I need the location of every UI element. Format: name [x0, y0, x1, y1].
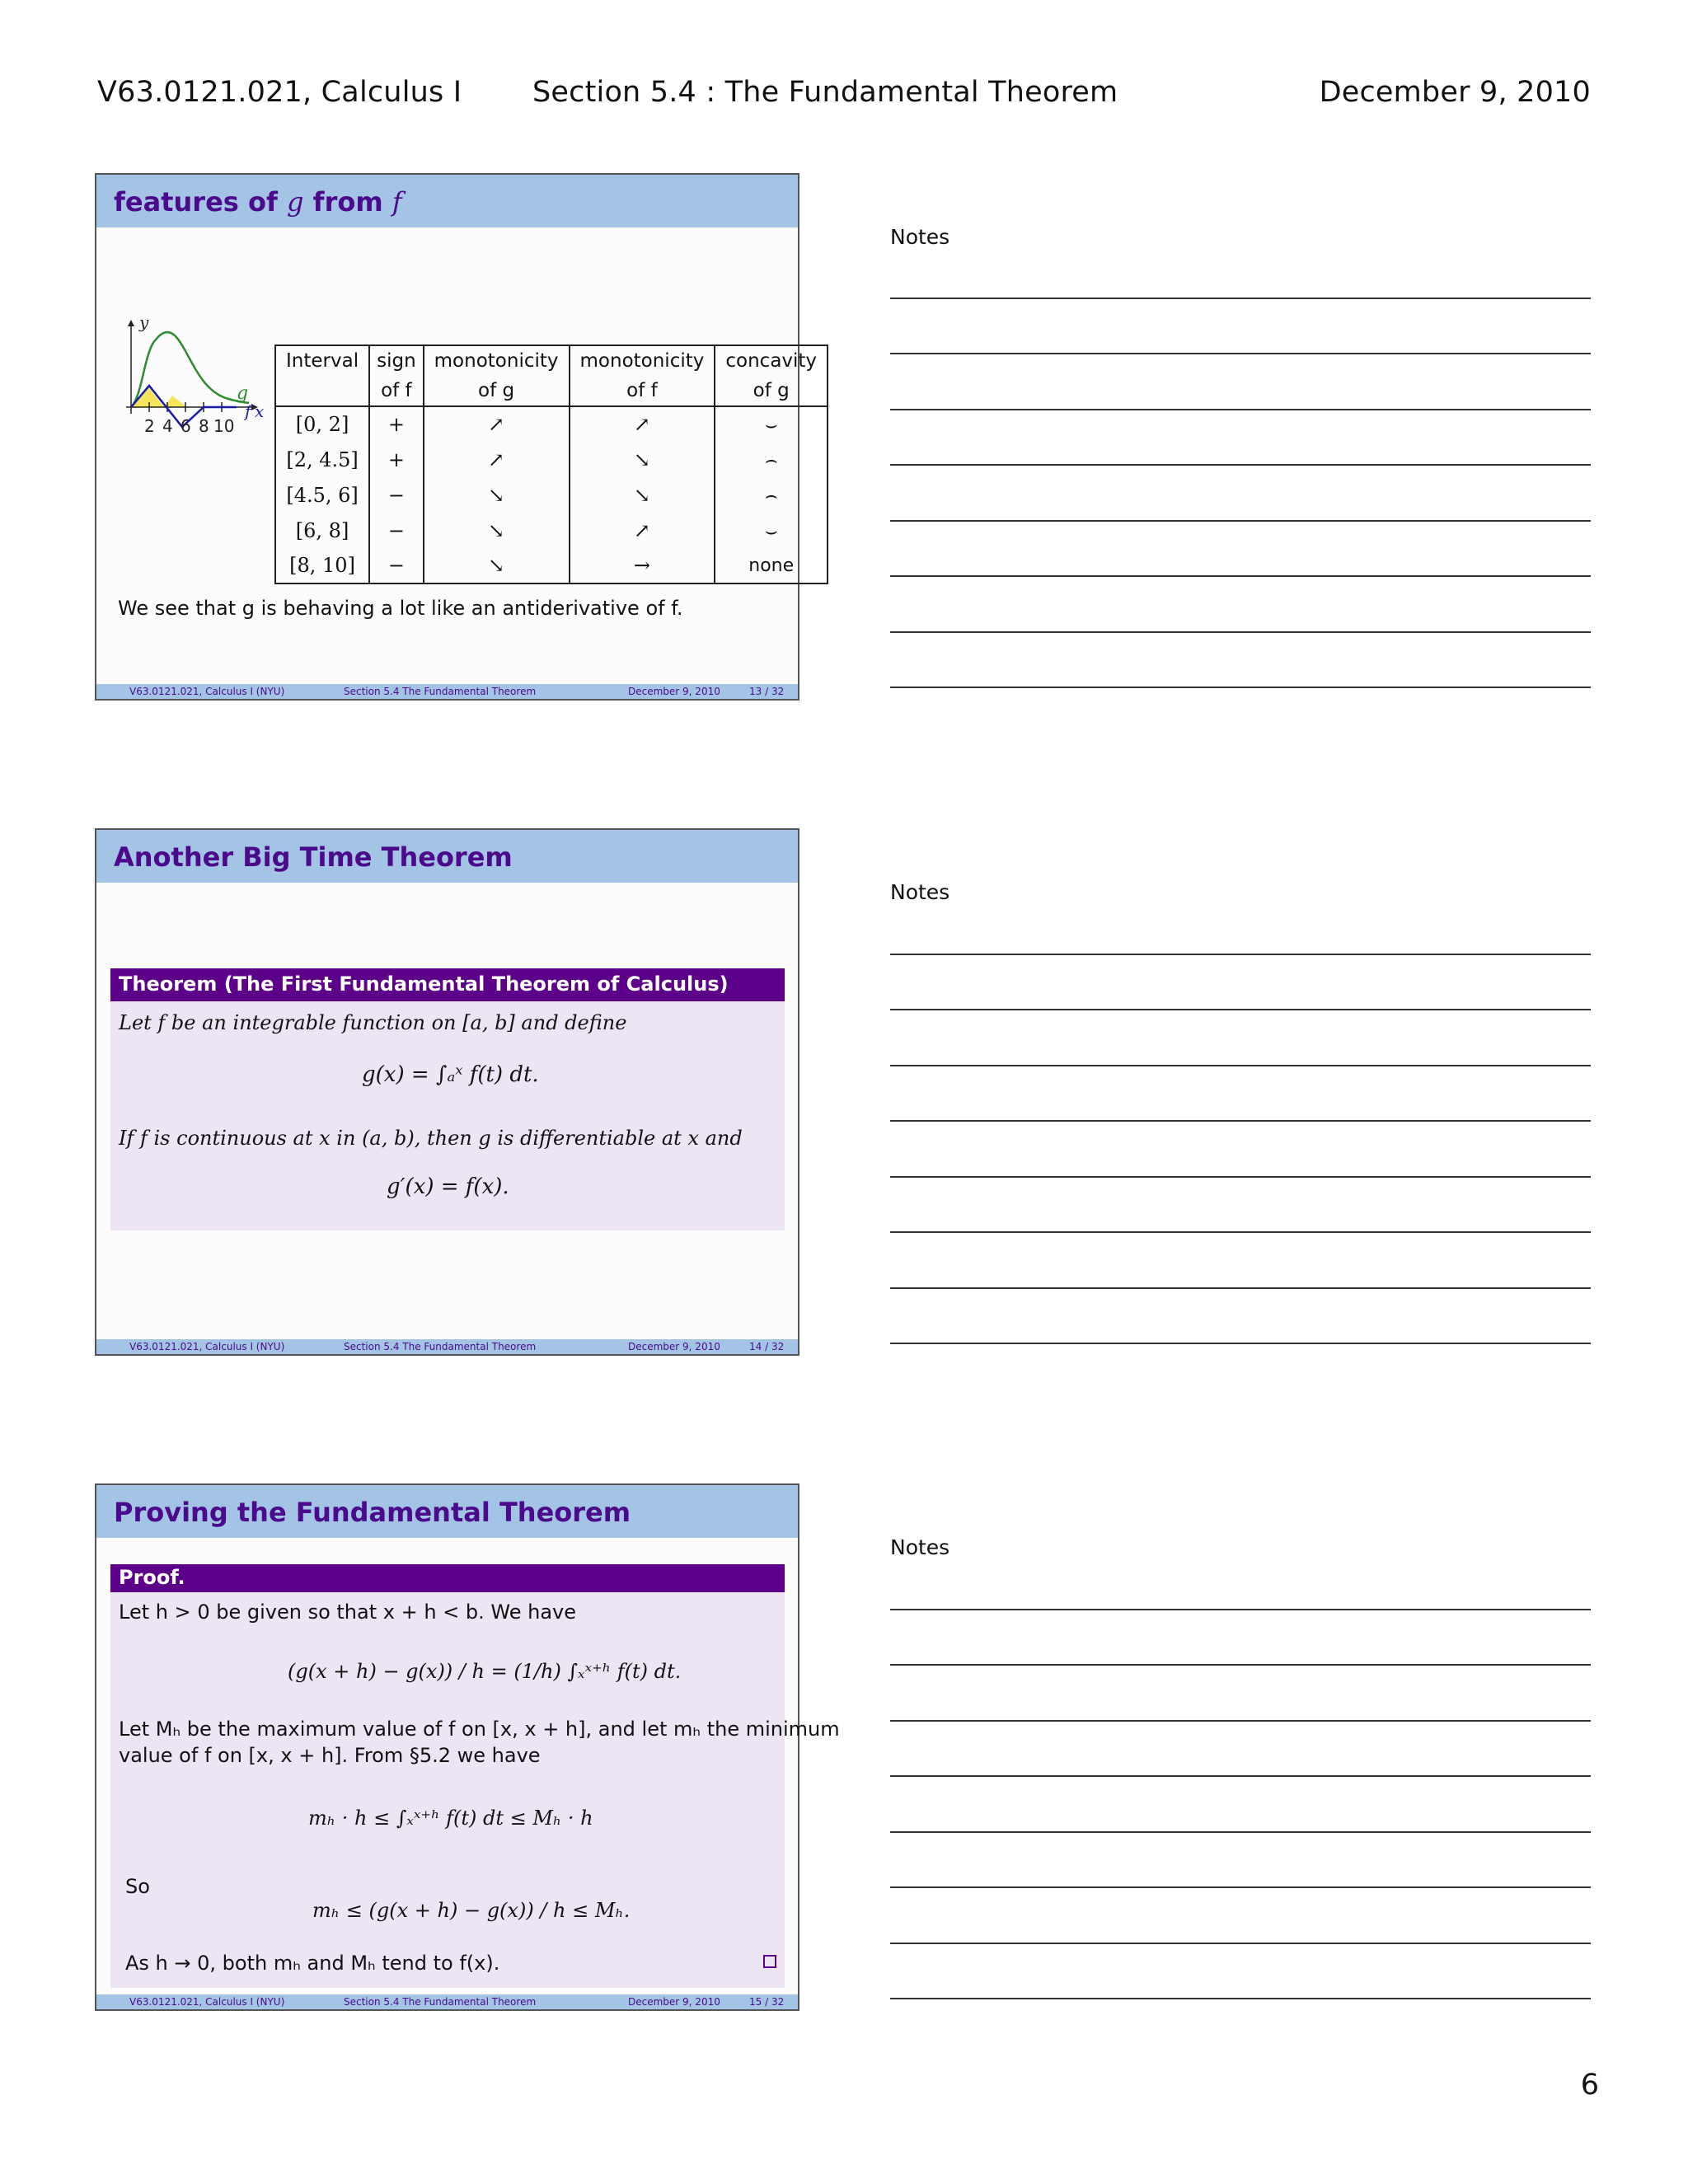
proof-title: Proof.	[110, 1564, 785, 1592]
table-header: monotonicity of f	[570, 345, 715, 406]
table-cell: none	[715, 548, 828, 583]
notes-label: Notes	[890, 880, 950, 904]
note-line	[890, 520, 1591, 522]
table-cell: −	[369, 513, 424, 548]
footer-page: 13 / 32	[749, 686, 785, 697]
f-label: f	[245, 401, 251, 421]
note-line	[890, 353, 1591, 354]
table-cell: ⌣	[715, 513, 828, 548]
table-cell: −	[369, 548, 424, 583]
table-cell: ↗	[570, 513, 715, 548]
table-cell: ↗	[424, 442, 570, 477]
table-cell: ↘	[424, 548, 570, 583]
table-cell: [4.5, 6]	[275, 477, 369, 513]
table-cell: ↗	[570, 406, 715, 442]
note-line	[890, 464, 1591, 466]
proof-equation: mₕ · h ≤ ∫ₓˣ⁺ʰ f(t) dt ≤ Mₕ · h	[308, 1807, 593, 1830]
footer-date: December 9, 2010	[628, 1996, 720, 2008]
table-cell: +	[369, 442, 424, 477]
table-header: monotonicity of g	[424, 345, 570, 406]
note-line	[890, 1231, 1591, 1233]
notes-label: Notes	[890, 225, 950, 249]
table-row	[275, 477, 828, 513]
theorem-equation: g(x) = ∫ₐˣ f(t) dt.	[362, 1062, 539, 1087]
table-header-row	[275, 345, 828, 406]
slide-caption: We see that g is behaving a lot like an antiderivative of f.	[118, 597, 683, 620]
table-cell: −	[369, 477, 424, 513]
footer-course: V63.0121.021, Calculus I (NYU)	[129, 1996, 285, 2008]
g-label: g	[237, 383, 249, 404]
proof-equation: mₕ ≤ (g(x + h) − g(x)) / h ≤ Mₕ.	[312, 1899, 631, 1922]
proof-so: So	[125, 1875, 150, 1898]
note-line	[890, 1775, 1591, 1777]
notes-label: Notes	[890, 1535, 950, 1559]
slide-features-of-g	[95, 173, 818, 701]
note-line	[890, 954, 1591, 955]
note-line	[890, 298, 1591, 299]
table-row	[275, 548, 828, 583]
table-cell: [6, 8]	[275, 513, 369, 548]
note-line	[890, 1831, 1591, 1833]
table-cell: ↘	[424, 513, 570, 548]
table-cell: +	[369, 406, 424, 442]
note-line	[890, 1609, 1591, 1610]
note-line	[890, 1120, 1591, 1122]
header-date: December 9, 2010	[1319, 76, 1591, 109]
table-header: sign of f	[369, 345, 424, 406]
note-line	[890, 1998, 1591, 1999]
x-tick-label: 10	[213, 416, 235, 436]
table-cell: →	[570, 548, 715, 583]
theorem-title: Theorem (The First Fundamental Theorem of Calculus)	[110, 968, 785, 1001]
slide-title: features of g from f	[96, 175, 798, 227]
qed-icon	[763, 1955, 776, 1968]
theorem-line: If f is continuous at x in (a, b), then g is differentiable at x and	[119, 1127, 743, 1150]
y-axis-label: y	[139, 316, 149, 332]
slide-title: Another Big Time Theorem	[96, 830, 798, 883]
slide-footer	[96, 684, 798, 699]
footer-course: V63.0121.021, Calculus I (NYU)	[129, 1341, 285, 1352]
slide-title: Proving the Fundamental Theorem	[96, 1485, 798, 1538]
note-line	[890, 1664, 1591, 1666]
table-row	[275, 406, 828, 442]
table-header: concavity of g	[715, 345, 828, 406]
proof-line: Let Mₕ be the maximum value of f on [x, x + h], and let mₕ the minimum	[119, 1718, 840, 1741]
proof-body	[110, 1592, 840, 1988]
note-line	[890, 409, 1591, 410]
note-line	[890, 1720, 1591, 1722]
table-cell: ↘	[570, 477, 715, 513]
table-cell: ⌣	[715, 406, 828, 442]
header-section: Section 5.4 : The Fundamental Theorem	[532, 76, 1118, 109]
note-line	[890, 1287, 1591, 1289]
note-line	[890, 631, 1591, 633]
footer-section: Section 5.4 The Fundamental Theorem	[344, 1996, 537, 2008]
footer-section: Section 5.4 The Fundamental Theorem	[344, 686, 537, 697]
table-cell: ⌢	[715, 442, 828, 477]
table-cell: ⌢	[715, 477, 828, 513]
x-axis-label: x	[255, 401, 265, 421]
table-row	[275, 442, 828, 477]
note-line	[890, 1009, 1591, 1010]
table-cell: [0, 2]	[275, 406, 369, 442]
note-line	[890, 687, 1591, 688]
y-axis-arrow	[128, 320, 134, 326]
proof-line: As h → 0, both mₕ and Mₕ tend to f(x).	[125, 1952, 500, 1975]
slide-proving-the-fundamental-theorem	[95, 1483, 840, 2011]
slide-footer	[96, 1339, 798, 1354]
x-tick-label: 2	[144, 416, 155, 436]
table-cell: ↘	[424, 477, 570, 513]
note-line	[890, 1943, 1591, 1944]
note-line	[890, 1176, 1591, 1178]
graph-f-and-g	[113, 316, 278, 473]
x-tick-label: 8	[199, 416, 209, 436]
proof-equation: (g(x + h) − g(x)) / h = (1/h) ∫ₓˣ⁺ʰ f(t) dt.	[288, 1660, 682, 1683]
footer-page: 14 / 32	[749, 1341, 785, 1352]
table-cell: [2, 4.5]	[275, 442, 369, 477]
proof-line: value of f on [x, x + h]. From §5.2 we have	[119, 1744, 541, 1767]
page-number: 6	[1580, 2069, 1599, 2102]
footer-section: Section 5.4 The Fundamental Theorem	[344, 1341, 537, 1352]
footer-date: December 9, 2010	[628, 686, 720, 697]
note-line	[890, 575, 1591, 577]
footer-course: V63.0121.021, Calculus I (NYU)	[129, 686, 285, 697]
header-course: V63.0121.021, Calculus I	[97, 76, 462, 109]
slide-another-big-time-theorem	[95, 828, 799, 1356]
theorem-body	[110, 1001, 785, 1230]
table-cell: ↗	[424, 406, 570, 442]
features-table	[274, 344, 828, 584]
note-line	[890, 1065, 1591, 1066]
table-row	[275, 513, 828, 548]
proof-line: Let h > 0 be given so that x + h < b. We have	[119, 1601, 576, 1624]
table-cell: ↘	[570, 442, 715, 477]
theorem-equation: g′(x) = f(x).	[387, 1174, 509, 1199]
x-tick-label: 4	[162, 416, 173, 436]
theorem-line: Let f be an integrable function on [a, b] and define	[119, 1011, 627, 1034]
slide-footer	[96, 1994, 798, 2009]
x-tick-label: 6	[181, 416, 191, 436]
footer-date: December 9, 2010	[628, 1341, 720, 1352]
note-line	[890, 1886, 1591, 1888]
note-line	[890, 1343, 1591, 1344]
footer-page: 15 / 32	[749, 1996, 785, 2008]
table-header: Interval	[275, 345, 369, 406]
table-cell: [8, 10]	[275, 548, 369, 583]
